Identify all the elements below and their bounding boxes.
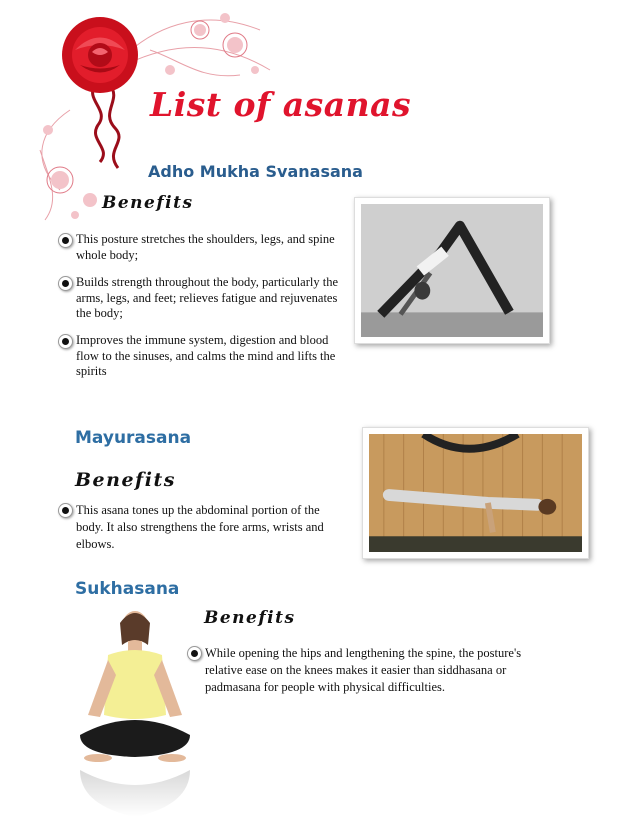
benefit-text: This asana tones up the abdominal portion of the body. It also strengthens the fore arms, wrists and elbows. bbox=[76, 503, 324, 551]
sukhasana-photo bbox=[70, 605, 200, 820]
bullet-icon bbox=[58, 334, 73, 349]
yoga-pose-image bbox=[361, 204, 543, 337]
benefits-heading: Benefits bbox=[75, 469, 176, 491]
benefits-heading: Benefits bbox=[102, 193, 194, 213]
asana-heading-mayurasana: Mayurasana bbox=[75, 428, 192, 448]
bullet-icon bbox=[58, 503, 73, 518]
asana-heading-sukhasana: Sukhasana bbox=[75, 579, 180, 599]
asana-heading-adho-mukha-svanasana: Adho Mukha Svanasana bbox=[148, 162, 363, 181]
adho-mukha-svanasana-photo bbox=[354, 197, 550, 344]
mayurasana-photo bbox=[362, 427, 589, 559]
bullet-icon bbox=[58, 276, 73, 291]
benefit-text: While opening the hips and lengthening the spine, the posture's relative ease on the knees makes it easier than siddhasana or padmasana for people with physical difficulties. bbox=[205, 646, 522, 694]
benefit-text: Builds strength throughout the body, particularly the arms, legs, and feet; relieves fatigue and rejuvenates the body; bbox=[76, 275, 338, 320]
bullet-icon bbox=[58, 233, 73, 248]
benefits-heading: Benefits bbox=[204, 608, 296, 628]
page-title: List of asanas bbox=[150, 85, 412, 124]
benefit-text: Improves the immune system, digestion and blood flow to the sinuses, and calms the mind and lifts the spirits bbox=[76, 333, 336, 378]
yoga-pose-image bbox=[369, 434, 582, 552]
benefit-text: This posture stretches the shoulders, legs, and spine whole body; bbox=[76, 232, 335, 262]
